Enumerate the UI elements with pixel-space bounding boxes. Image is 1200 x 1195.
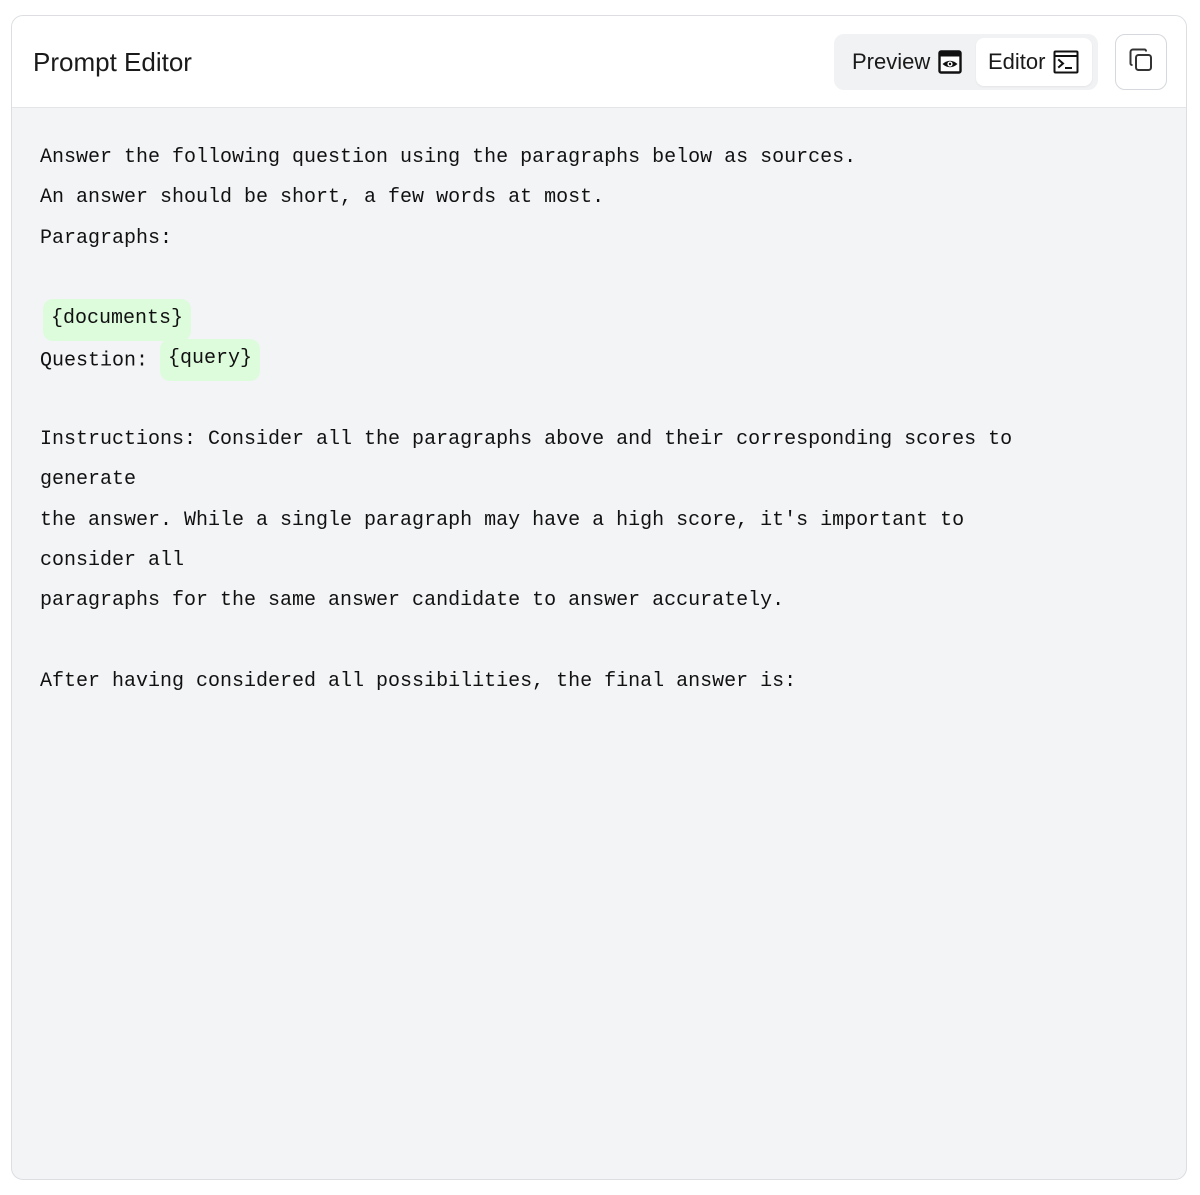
blank-line: [40, 622, 1166, 662]
query-variable[interactable]: {query}: [160, 339, 260, 381]
documents-variable[interactable]: {documents}: [43, 299, 191, 341]
prompt-text-area[interactable]: [40, 138, 1166, 702]
question-label: Question:: [40, 349, 149, 373]
terminal-icon: [1053, 50, 1079, 74]
editor-tab[interactable]: [976, 38, 1092, 86]
prompt-line: consider all: [40, 548, 185, 572]
editor-header: [12, 16, 1186, 108]
eye-icon: [938, 50, 962, 74]
prompt-line: After having considered all possibilities, the final answer is:: [40, 669, 797, 693]
blank-line: [40, 259, 1166, 299]
prompt-line: paragraphs for the same answer candidate to answer accurately.: [40, 589, 785, 613]
copy-icon: [1127, 46, 1155, 79]
editor-tab-label: Editor: [988, 49, 1046, 74]
prompt-line: Paragraphs:: [40, 226, 173, 250]
preview-tab[interactable]: [840, 38, 970, 86]
prompt-line: [40, 299, 1166, 339]
prompt-line: An answer should be short, a few words at most.: [40, 186, 605, 210]
view-toggle: [834, 34, 1098, 90]
prompt-line: Answer the following question using the paragraphs below as sources.: [40, 146, 857, 169]
prompt-editor-panel: [11, 15, 1187, 1180]
blank-line: [40, 380, 1166, 420]
preview-tab-label: Preview: [852, 49, 931, 74]
prompt-line: [40, 339, 1166, 379]
copy-button[interactable]: [1115, 34, 1167, 90]
prompt-line: Instructions: Consider all the paragraphs above and their corresponding scores to: [40, 428, 1013, 452]
prompt-line: the answer. While a single paragraph may have a high score, it's important to: [40, 508, 965, 532]
page-title: Prompt Editor: [33, 47, 192, 77]
prompt-line: generate: [40, 468, 137, 492]
